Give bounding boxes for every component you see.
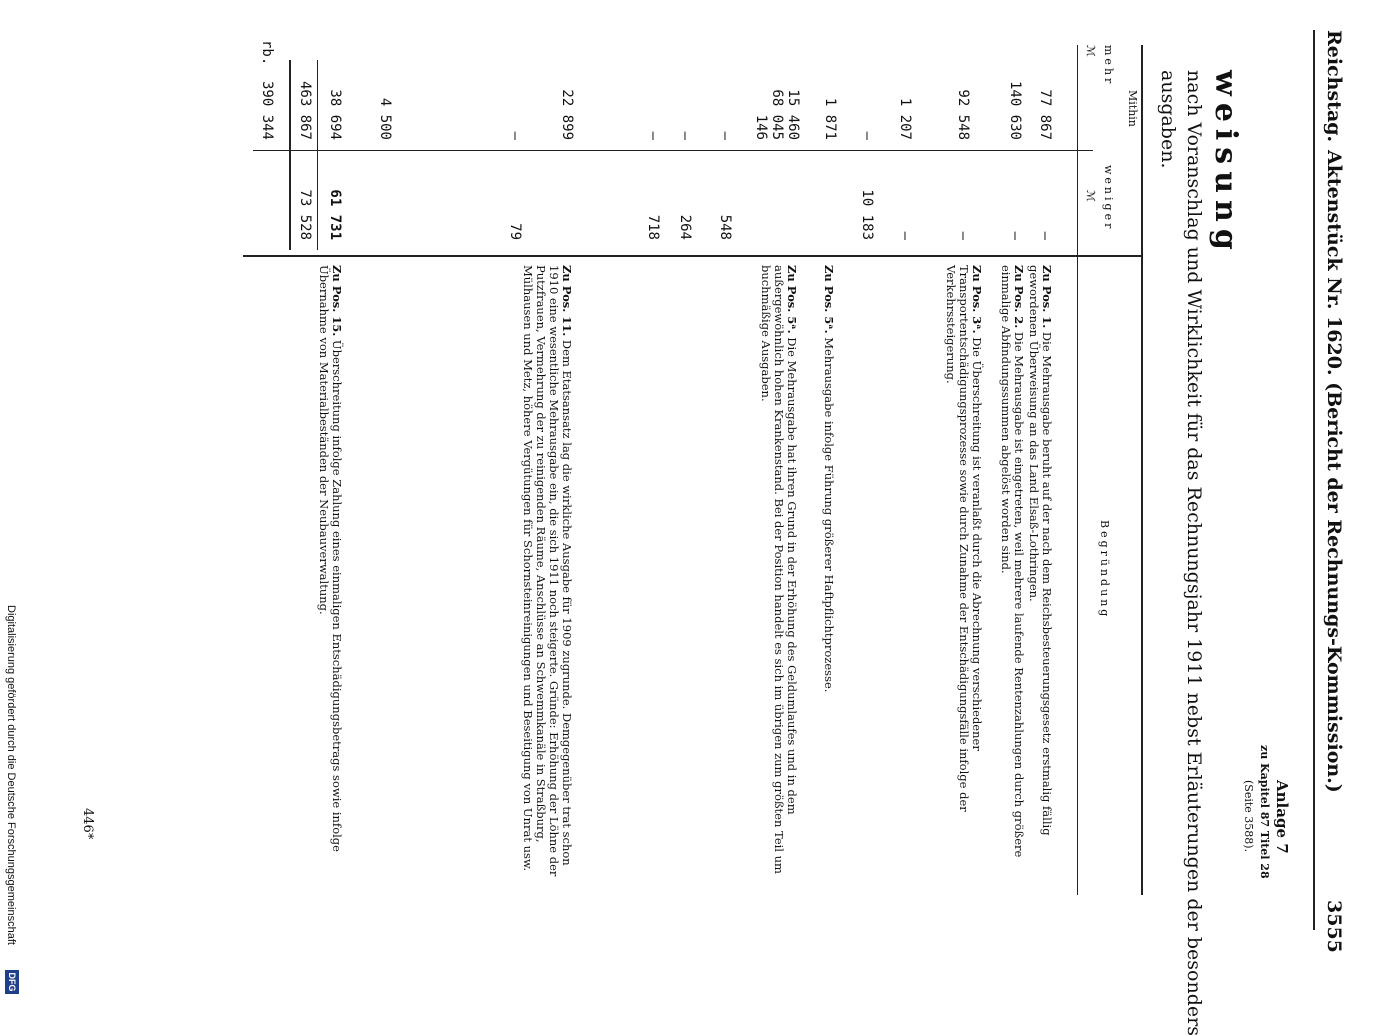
total-rule-top: [317, 60, 318, 250]
explanation-text: Die Überschreitung ist veranlaßt durch die Abrechnung verschiedener Transportentschädigungsprozesse sowie durch Zunahme der Entschädigungsfälle infolge der Verkehrssteigerung.: [944, 265, 984, 812]
unit-weniger: ℳ: [1084, 190, 1097, 205]
header-rule: [1313, 30, 1315, 930]
column-weniger: weniger: [1102, 165, 1115, 232]
explanation-item: [317, 265, 343, 885]
dfg-logo: DFG: [5, 970, 19, 994]
explanation-item: [822, 265, 835, 885]
weniger-value: —: [1037, 231, 1053, 240]
weniger-value: —: [1007, 231, 1023, 240]
explanation-text: Überschreitung infolge Zahlung eines einmaligen Entschädigungsbetrags sowie infolge Übernahme von Materialbeständen der Neubauverwaltung.: [317, 265, 344, 852]
col-divider-1: [253, 150, 1093, 151]
total-rule-bottom: [289, 60, 291, 250]
explanation-item: [521, 265, 573, 885]
footer-text: Digitalisierung gefördert durch die Deutsche Forschungsgemeinschaft: [5, 605, 17, 945]
weniger-value: 264: [677, 214, 693, 240]
mehr-value: 68 045: [769, 89, 785, 140]
explanation-text: Die Mehrausgabe hat ihren Grund in der Erhöhung des Geldumlaufes und in dem außergewöhnlich hohen Krankenstand. Bei der Position handelt es sich im übrigen zum größten Teil um buchmäßige Ausgaben.: [759, 265, 799, 874]
mehr-value: 1 207: [897, 97, 913, 140]
net-prefix: rb.: [259, 40, 275, 66]
col-divider-2: [243, 255, 1143, 257]
explanation-item: [759, 265, 798, 885]
header-left: Reichstag.: [1323, 30, 1345, 143]
mehr-value: —: [645, 131, 661, 140]
explanation-item: [1027, 265, 1053, 885]
mehr-value: 38 694: [327, 89, 343, 140]
anlage-title: Anlage 7: [1273, 780, 1291, 854]
explanation-text: Die Mehrausgabe beruht auf der nach dem Reichsbesteuerungsgesetz erstmalig fällig gewordenen Überweisung an das Land Elsaß-Lothringen.: [1027, 265, 1054, 836]
explanation-text: Mehrausgabe infolge Führung größerer Haftpflichtprozesse.: [822, 337, 836, 693]
page-title: weisung: [1208, 70, 1243, 257]
table-top-rule: [1141, 45, 1143, 895]
title-line-2: ausgaben.: [1157, 70, 1179, 169]
mehr-value: —: [677, 131, 693, 140]
explanation-ref: Zu Pos. 2.: [1012, 265, 1026, 329]
anlage-page: (Seite 3588).: [1242, 780, 1255, 853]
anlage-chapter: zu Kapitel 87 Titel 28: [1258, 745, 1271, 879]
total-weniger: 73 528: [297, 189, 313, 240]
column-begruendung: Begründung: [1098, 520, 1111, 620]
explanation-item: [999, 265, 1025, 885]
explanation-ref: Zu Pos. 1.: [1040, 265, 1054, 329]
net-value: 390 344: [259, 80, 275, 140]
total-mehr: 463 867: [297, 80, 313, 140]
weniger-value: 548: [717, 214, 733, 240]
weniger-value: 79: [507, 223, 523, 240]
explanation-ref: Zu Pos. 5ᵃ.: [785, 265, 799, 334]
weniger-value: —: [897, 231, 913, 240]
mehr-value: —: [859, 131, 875, 140]
mehr-value: 1 871: [822, 97, 838, 140]
weniger-value: 61 731: [327, 189, 343, 240]
mehr-value: —: [717, 131, 733, 140]
weniger-value: 10 183: [859, 189, 875, 240]
explanation-item: [944, 265, 983, 885]
weniger-value: 718: [645, 214, 661, 240]
weniger-value: —: [955, 231, 971, 240]
mehr-value: 4 500: [377, 97, 393, 140]
table-header-rule: [1077, 45, 1078, 895]
header-center: Aktenstück Nr. 1620. (Bericht der Rechnungs-Kommission.): [1323, 150, 1345, 793]
mehr-value: —: [507, 131, 523, 140]
explanation-ref: Zu Pos. 3ᵃ.: [970, 265, 984, 334]
mehr-value: 140 630: [1007, 80, 1023, 140]
mehr-value: 77 867: [1037, 89, 1053, 140]
mithin-header: Mithin: [1126, 90, 1139, 127]
page-number: 3555: [1323, 900, 1345, 953]
title-line-1: nach Voranschlag und Wirklichkeit für das Rechnungsjahr 1911 nebst Erläuterungen der besonders: [1183, 70, 1205, 1036]
explanation-text: Dem Etatsansatz lag die wirkliche Ausgabe für 1909 zugrunde. Demgegenüber trat schon 1910 eine wesentliche Mehrausgabe ein, die sich 1911 noch steigerte. Gründe: Erhöhung der Löhne der Putzfrauen, Vermehrung der zu reinigenden Räume, Anschlüsse an Schwemmkanäle in Straßburg, Mülhausen und Metz, höhere Vergütungen für Schornsteinreinigungen und Beseitigung von Unrat usw.: [521, 265, 574, 877]
sheet-number: 446*: [80, 808, 95, 840]
mehr-value: 15 460: [785, 89, 801, 140]
explanation-text: Die Mehrausgabe ist eingetreten, weil mehrere laufende Rentenzahlungen durch größere einmalige Abfindungssummen abgelöst worden sind.: [999, 265, 1026, 858]
column-mehr: mehr: [1102, 45, 1115, 87]
mehr-value: 22 899: [559, 89, 575, 140]
explanation-ref: Zu Pos. 15.: [330, 265, 344, 337]
mehr-value: 146: [753, 114, 769, 140]
explanation-ref: Zu Pos. 5ᵃ.: [822, 265, 836, 334]
explanation-ref: Zu Pos. 11.: [560, 265, 574, 337]
mehr-value: 92 548: [955, 89, 971, 140]
unit-mehr: ℳ: [1084, 45, 1097, 60]
